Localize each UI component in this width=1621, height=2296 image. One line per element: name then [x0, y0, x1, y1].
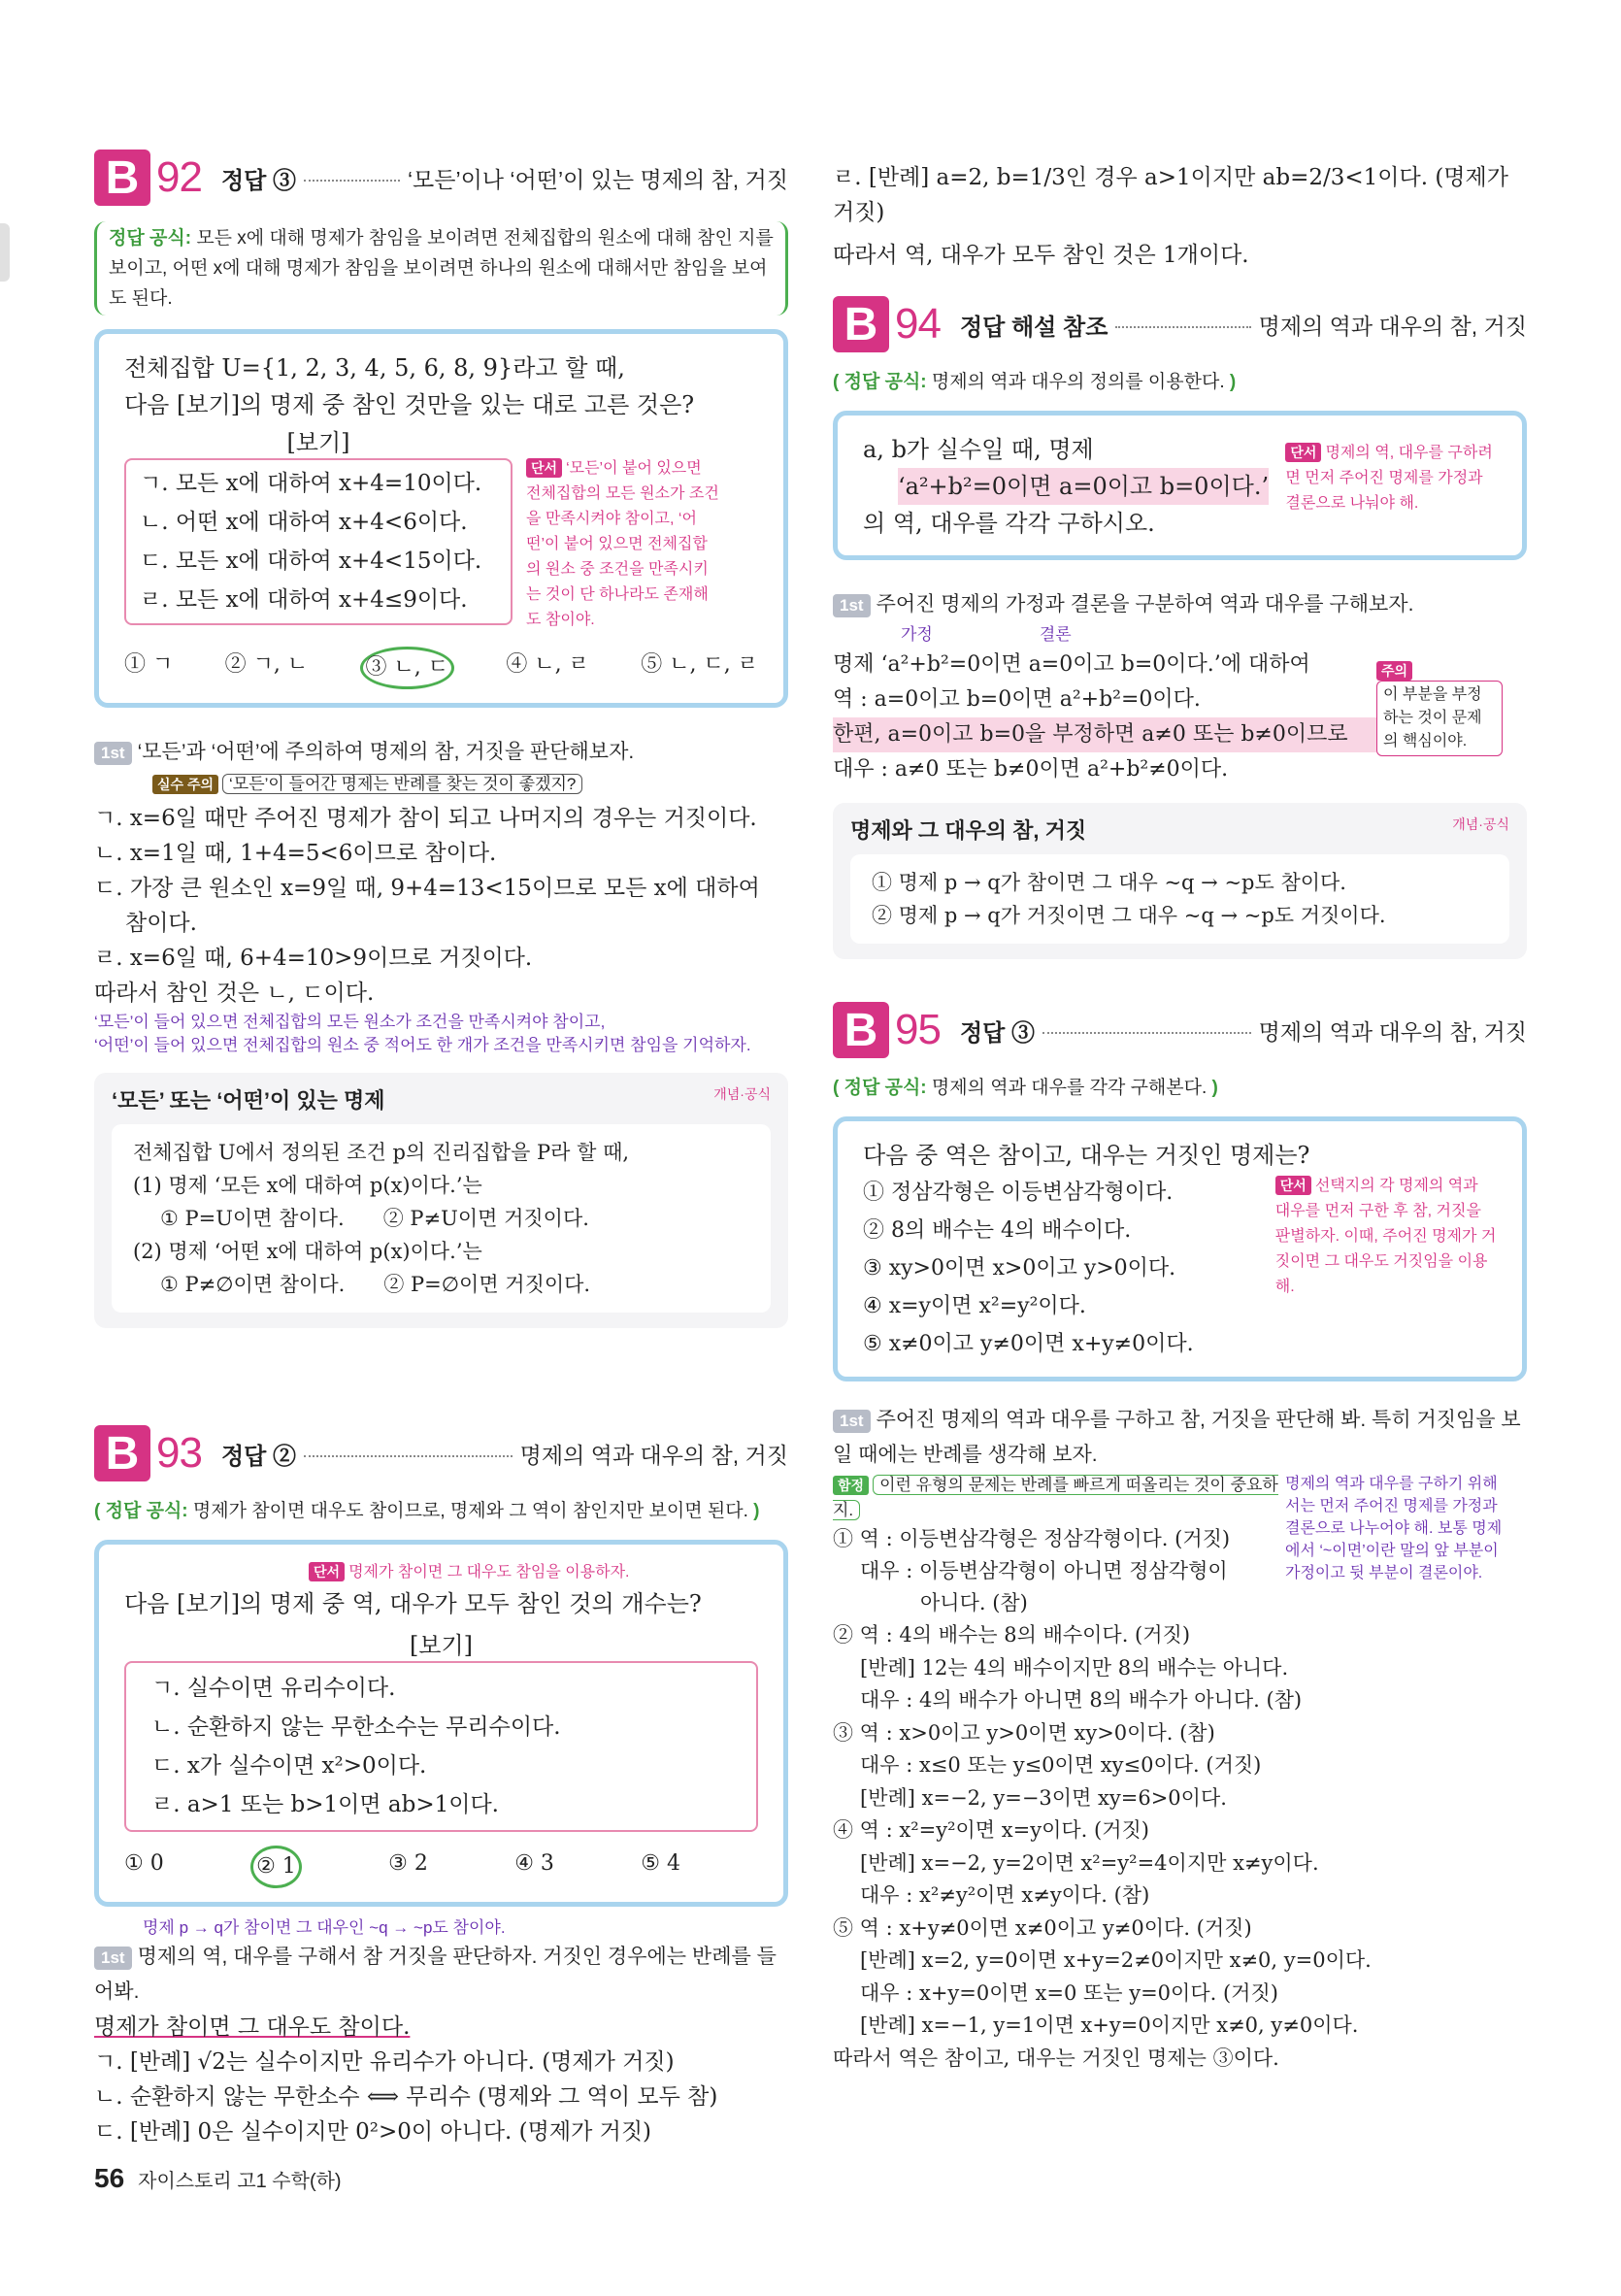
problem-number: 94 [895, 300, 941, 348]
choice-correct: ③ xy>0이면 x>0이고 y>0이다. [863, 1256, 1176, 1281]
answer-formula: ( 정답 공식: 명제가 참이면 대우도 참이므로, 명제와 그 역이 참인지만 보이면 된다. ) [94, 1501, 760, 1521]
choice: ⑤ 4 [641, 1851, 680, 1876]
formula-text: 명제의 역과 대우의 정의를 이용한다. [931, 372, 1225, 392]
trap-note [833, 1473, 1279, 1523]
bogi-item: ㄴ. 어떤 x에 대하여 x+4<6이다. [140, 510, 468, 535]
book-title: 자이스토리 고1 수학(하) [138, 2171, 342, 2192]
solution-line: [반례] x=−2, y=2이면 x²=y²=4이지만 x≠y이다. [860, 1850, 1319, 1875]
hint-tag: 단서 [1285, 443, 1321, 462]
choice: ③ 2 [388, 1851, 428, 1876]
question-box [94, 329, 788, 708]
step-text: 주어진 명제의 가정과 결론을 구분하여 역과 대우를 구해보자. [876, 593, 1414, 616]
answer-formula: ( 정답 공식: 명제의 역과 대우의 정의를 이용한다. ) [833, 372, 1237, 392]
badge: B [94, 150, 150, 206]
concept-line: (2) 명제 ‘어떤 x에 대하여 p(x)이다.’는 [133, 1240, 482, 1263]
concept-title: ‘모든’ 또는 ‘어떤’이 있는 명제 [112, 1088, 385, 1113]
step-tag: 1st [833, 1410, 871, 1433]
step-tag: 1st [833, 594, 871, 617]
bogi-item: ㄹ. 모든 x에 대하여 x+4≤9이다. [140, 587, 468, 613]
problem-93-header [94, 1421, 788, 1485]
bogi-item: ㄷ. x가 실수이면 x²>0이다. [151, 1753, 427, 1779]
solution-line: ㄴ. 순환하지 않는 무한소수 ⟺ 무리수 (명제와 그 역이 모두 참) [94, 2084, 718, 2110]
problem-92-header [94, 146, 788, 210]
choices [124, 1846, 758, 1888]
choice: ⑤ x≠0이고 y≠0이면 x+y≠0이다. [863, 1332, 1194, 1356]
concept-body [850, 854, 1509, 944]
step-tag: 1st [94, 742, 132, 765]
leader-dots [1115, 326, 1250, 328]
formula-text: 모든 x에 대해 명제가 참임을 보이려면 전체집합의 원소에 대해 참인 지를 보이고, 어떤 x에 대해 명제가 참임을 보이려면 하나의 원소에 대해서만 참임을 보여도 된다. [109, 228, 774, 309]
concept-label: 개념·공식 [1452, 816, 1509, 832]
solution-line: 대우 : x+y=0이면 x=0 또는 y=0이다. (거짓) [860, 1980, 1278, 2005]
question-line-1: 전체집합 U={1, 2, 3, 4, 5, 6, 8, 9}라고 할 때, [124, 354, 625, 382]
right-column [833, 0, 1527, 2075]
solution-line: 한편, a=0이고 b=0을 부정하면 a≠0 또는 b≠0이므로 [833, 717, 1376, 752]
bogi-item: ㄱ. 모든 x에 대하여 x+4=10이다. [140, 471, 482, 496]
problem-number: 95 [895, 1006, 941, 1053]
question-line-2: 다음 [보기]의 명제 중 참인 것만을 있는 대로 고른 것은? [124, 391, 695, 418]
answer: 정답 ③ [220, 167, 296, 194]
side-note [94, 1011, 788, 1057]
solution-line: 따라서 역, 대우가 모두 참인 것은 1개이다. [833, 243, 1249, 268]
problem-number: 93 [156, 1429, 202, 1477]
solution-top [833, 1523, 1279, 1619]
solution-line: [반례] 12는 4의 배수이지만 8의 배수는 아니다. [860, 1655, 1289, 1680]
concept-body [112, 1124, 771, 1313]
solution-line: ㄹ. x=6일 때, 6+4=10>9이므로 거짓이다. [94, 946, 533, 971]
solution-line: 대우 : 4의 배수가 아니면 8의 배수가 아니다. (참) [860, 1688, 1303, 1712]
question-text: 다음 중 역은 참이고, 대우는 거짓인 명제는? [863, 1142, 1310, 1169]
note-line: ‘모든’이 들어 있으면 전체집합의 모든 원소가 조건을 만족시켜야 참이고, [94, 1013, 606, 1031]
warning-tag: 주의 [1376, 661, 1412, 681]
step-heading [833, 1403, 1527, 1473]
bogi-item: ㄷ. 모든 x에 대하여 x+4<15이다. [140, 549, 482, 574]
question-text: 다음 [보기]의 명제 중 역, 대우가 모두 참인 것의 개수는? [124, 1590, 702, 1617]
formula-label: 정답 공식: [105, 1501, 188, 1521]
solution-line: ④ 역 : x²=y²이면 x=y이다. (거짓) [833, 1818, 1149, 1842]
bogi-title: [보기] [286, 429, 350, 456]
trap-text: 이런 유형의 문제는 반례를 빠르게 떠올리는 것이 중요하지. [833, 1476, 1278, 1519]
answer: 정답 ② [220, 1443, 296, 1470]
bogi-title: [보기] [409, 1632, 474, 1659]
solution-line: 명제가 참이면 그 대우도 참이다. [94, 2014, 411, 2040]
left-column [94, 0, 788, 2149]
hint-text: 선택지의 각 명제의 역과 대우를 먼저 구한 후 참, 거짓을 판별하자. 이때, 주어진 명제가 거짓이면 그 대우도 거짓임을 이용해. [1274, 1178, 1497, 1295]
problem-94-header [833, 292, 1527, 356]
page-footer [94, 2163, 342, 2194]
solution-line: 대우 : a≠0 또는 b≠0이면 a²+b²≠0이다. [833, 757, 1229, 782]
arrow-note: 명제 p → q가 참이면 그 대우인 ~q → ~p도 참이야. [143, 1918, 506, 1937]
question-box [94, 1540, 788, 1907]
step-heading [94, 1940, 788, 2010]
answer: 정답 ③ [959, 1019, 1035, 1047]
hint-tag: 단서 [309, 1562, 345, 1581]
concept-line: ② 명제 p → q가 거짓이면 그 대우 ~q → ~p도 거짓이다. [872, 904, 1386, 927]
solution-line: ㄱ. x=6일 때만 주어진 명제가 참이 되고 나머지의 경우는 거짓이다. [94, 806, 757, 831]
concept-line: ① P=U이면 참이다. ② P≠U이면 거짓이다. [160, 1207, 589, 1230]
concept-line: ① P≠∅이면 참이다. ② P=∅이면 거짓이다. [160, 1273, 591, 1296]
concept-line: 전체집합 U에서 정의된 조건 p의 진리집합을 P라 할 때, [133, 1141, 630, 1164]
solution-line: 역 : a=0이고 b=0이면 a²+b²=0이다. [833, 687, 1201, 712]
question-box [833, 1116, 1527, 1381]
badge: B [833, 296, 889, 352]
choice: ④ x=y이면 x²=y²이다. [863, 1294, 1086, 1318]
solution-line: 따라서 참인 것은 ㄴ, ㄷ이다. [94, 981, 375, 1006]
hint-text: 명제가 참이면 그 대우도 참임을 이용하자. [348, 1564, 630, 1581]
step-heading [833, 587, 1527, 622]
page-number: 56 [94, 2163, 125, 2193]
hint-note [526, 456, 720, 633]
badge: B [833, 1002, 889, 1058]
choices [124, 647, 758, 689]
question-line: 의 역, 대우를 각각 구하시오. [863, 510, 1155, 537]
bogi-box [124, 458, 513, 625]
solution-line: ㄴ. x=1일 때, 1+4=5<6이므로 참이다. [94, 841, 497, 866]
choice: ④ 3 [514, 1851, 554, 1876]
concept-box [833, 803, 1527, 959]
leader-dots [304, 180, 400, 182]
choice: ① 정삼각형은 이등변삼각형이다. [863, 1181, 1174, 1205]
solution-line: 명제 ‘a²+b²=0이면 a=0이고 b=0이다.’에 대하여 [833, 652, 1310, 677]
solution-line: ㄹ. [반례] a=2, b=1/3인 경우 a>1이지만 ab=2/3<1이다. (명제가 거짓) [833, 165, 1508, 225]
concept-box [94, 1073, 788, 1328]
choice: ② 8의 배수는 4의 배수이다. [863, 1218, 1132, 1243]
choice: ① 0 [124, 1851, 164, 1876]
step-text: 명제의 역, 대우를 구해서 참 거짓을 판단하자. 거짓인 경우에는 반례를 들어봐. [94, 1946, 777, 2003]
topic: 명제의 역과 대우의 참, 거짓 [1258, 313, 1527, 339]
solution-line: ㄷ. [반례] 0은 실수이지만 0²>0이 아니다. (명제가 거짓) [94, 2119, 652, 2145]
solution-line: [반례] x=2, y=0이면 x+y=2≠0이지만 x≠0, y=0이다. [860, 1948, 1372, 1972]
solution-line: [반례] x=−1, y=1이면 x+y=0이지만 x≠0, y≠0이다. [860, 2013, 1359, 2037]
solution-line: ⑤ 역 : x+y≠0이면 x≠0이고 y≠0이다. (거짓) [833, 1915, 1252, 1940]
continued-solution [833, 160, 1527, 273]
concept-line: ① 명제 p → q가 참이면 그 대우 ~q → ~p도 참이다. [872, 871, 1346, 894]
warning-note [1376, 661, 1503, 787]
side-note: 명제의 역과 대우를 구하기 위해서는 먼저 주어진 명제를 가정과 결론으로 나누어야 해. 보통 명제에서 ‘~이면’이란 말의 앞 부분이 가정이고 뒷 부분이 결론이야. [1285, 1476, 1503, 1581]
solution-line: 따라서 역은 참이고, 대우는 거짓인 명제는 ③이다. [833, 2046, 1279, 2070]
choice: ⑤ ㄴ, ㄷ, ㄹ [641, 652, 758, 677]
trap-tag: 함정 [833, 1476, 869, 1495]
hint-tag: 단서 [526, 458, 562, 478]
hint-tag: 단서 [1275, 1176, 1311, 1195]
hypothesis-label: 가정 [901, 625, 933, 644]
page-edge-tab [0, 223, 10, 282]
hint-note [309, 1560, 758, 1585]
choice-correct: ③ ㄴ, ㄷ [360, 647, 454, 689]
question-line: a, b가 실수일 때, 명제 [863, 436, 1094, 463]
step-heading [94, 735, 788, 770]
leader-dots [1042, 1032, 1251, 1034]
warning-text: 이 부분을 부정하는 것이 문제의 핵심이야. [1376, 681, 1503, 756]
formula-label: 정답 공식: [844, 372, 927, 392]
hint-note [1275, 1174, 1497, 1363]
hint-text: ‘모든’이 붙어 있으면 전체집합의 모든 원소가 조건을 만족시켜야 참이고, ‘어떤’이 붙어 있으면 전체집합의 원소 중 조건을 만족시키는 것이 단 하나라도 존재해도 참이야. [526, 460, 719, 628]
answer: 정답 해설 참조 [959, 314, 1108, 341]
problem-number: 92 [156, 153, 202, 201]
bogi-item: ㄴ. 순환하지 않는 무한소수는 무리수이다. [151, 1714, 561, 1740]
hint-text: 명제의 역, 대우를 구하려면 먼저 주어진 명제를 가정과 결론으로 나눠야 해. [1285, 445, 1493, 512]
question-box [833, 411, 1527, 560]
solution-line: ① 역 : 이등변삼각형은 정삼각형이다. (거짓) [833, 1527, 1231, 1550]
topic: 명제의 역과 대우의 참, 거짓 [1258, 1018, 1527, 1045]
answer-formula: ( 정답 공식: 명제의 역과 대우를 각각 구해본다. ) [833, 1078, 1218, 1098]
hint-bubble-tag: 실수 주의 [152, 775, 218, 794]
choice: ① ㄱ [124, 652, 174, 677]
hyp-con-labels [901, 622, 1527, 648]
solution-line: ② 역 : 4의 배수는 8의 배수이다. (거짓) [833, 1623, 1191, 1647]
concept-label: 개념·공식 [713, 1086, 771, 1102]
solution-line: 대우 : x²≠y²이면 x≠y이다. (참) [860, 1883, 1150, 1907]
bogi-item: ㄹ. a>1 또는 b>1이면 ab>1이다. [151, 1792, 499, 1817]
hint-bubble-text: ‘모든’이 들어간 명제는 반례를 찾는 것이 좋겠지? [222, 774, 582, 794]
answer-formula [94, 221, 788, 316]
leader-dots [304, 1455, 513, 1457]
conclusion-label: 결론 [1039, 625, 1072, 644]
solution [833, 1619, 1527, 2075]
topic: ‘모든’이나 ‘어떤’이 있는 명제의 참, 거짓 [407, 166, 788, 192]
formula-text: 명제의 역과 대우를 각각 구해본다. [931, 1078, 1207, 1098]
step-tag: 1st [94, 1947, 132, 1970]
topic: 명제의 역과 대우의 참, 거짓 [519, 1442, 788, 1468]
solution-line: 대우 : x≤0 또는 y≤0이면 xy≤0이다. (거짓) [860, 1753, 1262, 1777]
solution-line: 아니다. (참) [920, 1591, 1028, 1614]
concept-line: (1) 명제 ‘모든 x에 대하여 p(x)이다.’는 [133, 1174, 482, 1197]
formula-label: 정답 공식: [109, 228, 192, 249]
note-line: ‘어떤’이 들어 있으면 전체집합의 원소 중 적어도 한 개가 조건을 만족시키면 참임을 기억하자. [94, 1036, 751, 1054]
question-line: ‘a²+b²=0이면 a=0이고 b=0이다.’ [898, 468, 1269, 505]
solution-line: ㄱ. [반례] √2는 실수이지만 유리수가 아니다. (명제가 거짓) [94, 2049, 675, 2075]
formula-text: 명제가 참이면 대우도 참이므로, 명제와 그 역이 참인지만 보이면 된다. [192, 1501, 748, 1521]
bogi-box [124, 1661, 758, 1832]
solution-line: 대우 : 이등변삼각형이 아니면 정삼각형이 [860, 1559, 1228, 1582]
choice: ④ ㄴ, ㄹ [506, 652, 589, 677]
solution [833, 648, 1376, 787]
solution-line: [반례] x=−2, y=−3이면 xy=6>0이다. [860, 1785, 1227, 1810]
step-text: ‘모든’과 ‘어떤’에 주의하여 명제의 참, 거짓을 판단해보자. [137, 741, 635, 763]
formula-label: 정답 공식: [844, 1078, 927, 1098]
concept-title: 명제와 그 대우의 참, 거짓 [850, 818, 1087, 843]
badge: B [94, 1425, 150, 1481]
choice: ② ㄱ, ㄴ [224, 652, 309, 677]
solution [94, 2010, 788, 2149]
solution-line: ③ 역 : x>0이고 y>0이면 xy>0이다. (참) [833, 1720, 1215, 1745]
choice-correct: ② 1 [250, 1846, 302, 1888]
problem-95-header [833, 998, 1527, 1062]
solution [94, 801, 788, 1011]
solution-line: ㄷ. 가장 큰 원소인 x=9일 때, 9+4=13<15이므로 모든 x에 대하여 [94, 876, 760, 901]
step-text: 주어진 명제의 역과 대우를 구하고 참, 거짓을 판단해 봐. 특히 거짓임을 보일 때에는 반례를 생각해 보자. [833, 1409, 1521, 1466]
bogi-item: ㄱ. 실수이면 유리수이다. [151, 1676, 396, 1701]
hint-bubble [152, 772, 788, 797]
solution-line: 참이다. [125, 911, 197, 936]
hint-note [1285, 441, 1497, 542]
